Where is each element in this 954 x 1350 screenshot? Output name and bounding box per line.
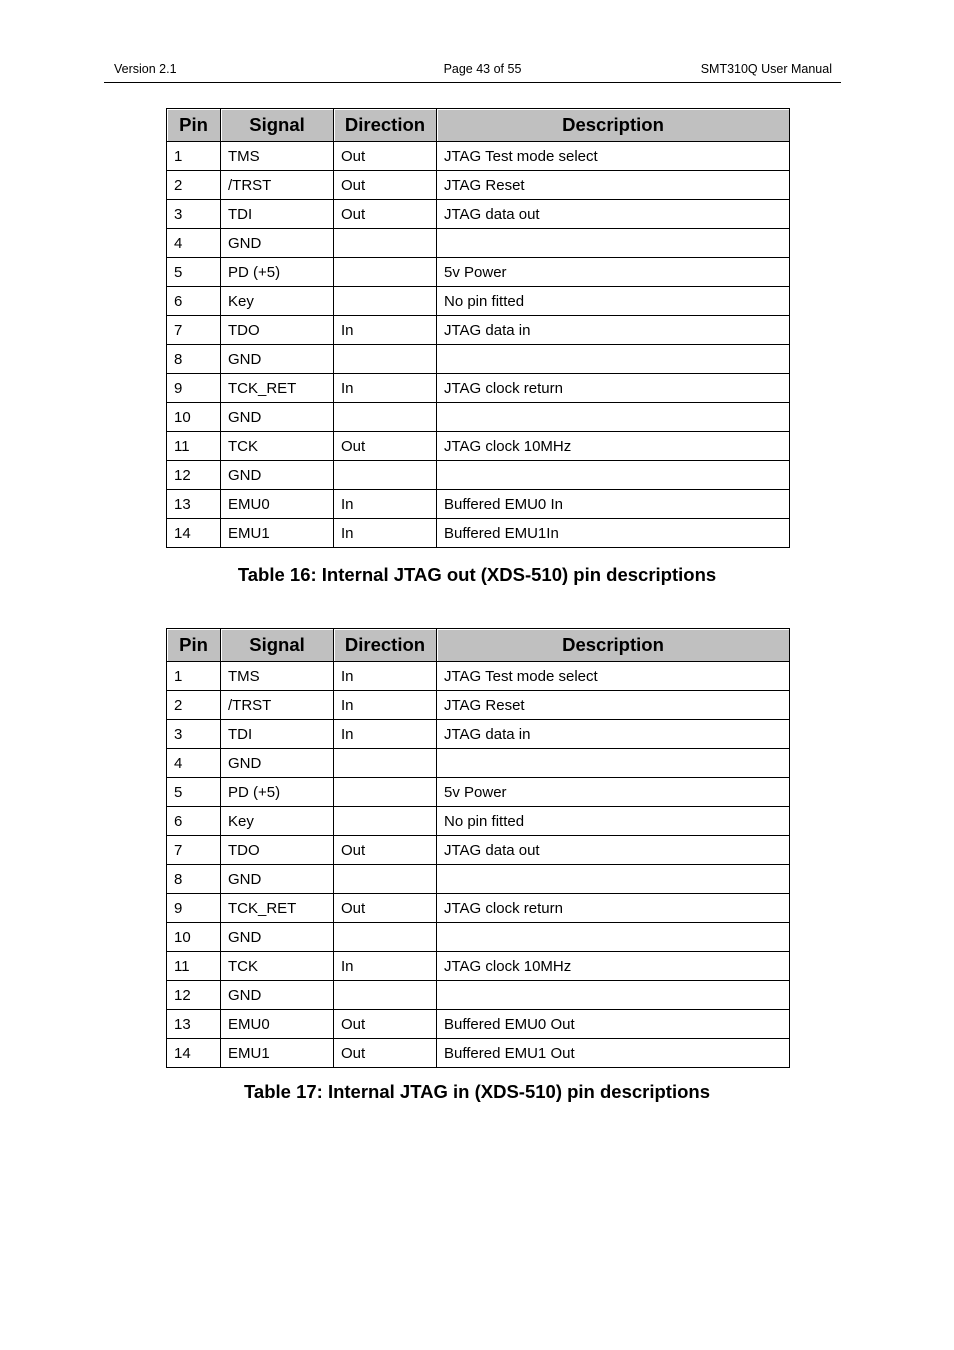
pin-cell: 12 <box>167 461 221 490</box>
table-row <box>167 1039 790 1068</box>
description-cell <box>437 749 790 778</box>
direction-cell: Out <box>334 171 437 200</box>
table-header-row <box>167 629 790 662</box>
pin-cell: 6 <box>167 287 221 316</box>
table-row <box>167 720 790 749</box>
table-row <box>167 519 790 548</box>
signal-cell: TCK <box>221 952 334 981</box>
pin-cell: 5 <box>167 258 221 287</box>
signal-cell: TMS <box>221 142 334 171</box>
direction-cell: In <box>334 691 437 720</box>
signal-cell: TCK_RET <box>221 894 334 923</box>
column-header-description: Description <box>437 109 790 142</box>
signal-cell: EMU1 <box>221 519 334 548</box>
description-cell: JTAG clock return <box>437 374 790 403</box>
signal-cell: GND <box>221 229 334 258</box>
column-header-signal: Signal <box>221 629 334 662</box>
table-caption: Table 16: Internal JTAG out (XDS-510) pin descriptions <box>237 564 717 585</box>
table-row <box>167 894 790 923</box>
direction-cell: In <box>334 490 437 519</box>
table-caption: Table 17: Internal JTAG in (XDS-510) pin descriptions <box>243 1081 710 1102</box>
column-header-direction: Direction <box>334 109 437 142</box>
pin-cell: 2 <box>167 691 221 720</box>
direction-cell: Out <box>334 1010 437 1039</box>
direction-cell <box>334 461 437 490</box>
signal-cell: PD (+5) <box>221 778 334 807</box>
direction-cell: Out <box>334 432 437 461</box>
description-cell <box>437 923 790 952</box>
table-row <box>167 981 790 1010</box>
pin-cell: 11 <box>167 432 221 461</box>
pin-cell: 8 <box>167 865 221 894</box>
description-cell: JTAG data out <box>437 200 790 229</box>
direction-cell: Out <box>334 142 437 171</box>
direction-cell: In <box>334 316 437 345</box>
pin-cell: 9 <box>167 374 221 403</box>
table-row <box>167 171 790 200</box>
signal-cell: Key <box>221 287 334 316</box>
signal-cell: GND <box>221 461 334 490</box>
direction-cell <box>334 345 437 374</box>
pin-cell: 11 <box>167 952 221 981</box>
description-cell: Buffered EMU1 Out <box>437 1039 790 1068</box>
signal-cell: GND <box>221 865 334 894</box>
pin-cell: 10 <box>167 923 221 952</box>
direction-cell: In <box>334 720 437 749</box>
direction-cell <box>334 865 437 894</box>
table-row <box>167 691 790 720</box>
description-cell: JTAG Test mode select <box>437 142 790 171</box>
column-header-description: Description <box>437 629 790 662</box>
table-row <box>167 952 790 981</box>
table-row <box>167 749 790 778</box>
description-cell: 5v Power <box>437 258 790 287</box>
direction-cell <box>334 749 437 778</box>
pin-cell: 13 <box>167 490 221 519</box>
signal-cell: TCK <box>221 432 334 461</box>
table-row <box>167 461 790 490</box>
description-cell: No pin fitted <box>437 287 790 316</box>
column-header-direction: Direction <box>334 629 437 662</box>
pin-cell: 12 <box>167 981 221 1010</box>
signal-cell: Key <box>221 807 334 836</box>
table-row <box>167 490 790 519</box>
direction-cell: Out <box>334 894 437 923</box>
pin-cell: 10 <box>167 403 221 432</box>
direction-cell: In <box>334 519 437 548</box>
direction-cell <box>334 229 437 258</box>
direction-cell <box>334 981 437 1010</box>
document-version: Version 2.1 <box>114 62 177 76</box>
pin-cell: 9 <box>167 894 221 923</box>
pin-cell: 14 <box>167 1039 221 1068</box>
column-header-signal: Signal <box>221 109 334 142</box>
signal-cell: GND <box>221 923 334 952</box>
column-header-pin: Pin <box>167 109 221 142</box>
description-cell: JTAG Reset <box>437 171 790 200</box>
jtag-in-pin-table <box>166 628 790 1068</box>
table-row <box>167 345 790 374</box>
signal-cell: TCK_RET <box>221 374 334 403</box>
table-row <box>167 229 790 258</box>
table-row <box>167 403 790 432</box>
signal-cell: TDO <box>221 316 334 345</box>
pin-cell: 4 <box>167 749 221 778</box>
manual-title: SMT310Q User Manual <box>700 62 832 76</box>
table-row <box>167 432 790 461</box>
table-row <box>167 778 790 807</box>
pin-cell: 1 <box>167 142 221 171</box>
signal-cell: GND <box>221 345 334 374</box>
description-cell: Buffered EMU0 Out <box>437 1010 790 1039</box>
description-cell: JTAG clock return <box>437 894 790 923</box>
pin-cell: 8 <box>167 345 221 374</box>
table-row <box>167 142 790 171</box>
table-row <box>167 923 790 952</box>
pin-cell: 3 <box>167 200 221 229</box>
pin-cell: 5 <box>167 778 221 807</box>
pin-cell: 13 <box>167 1010 221 1039</box>
table-row <box>167 316 790 345</box>
signal-cell: EMU1 <box>221 1039 334 1068</box>
page-header <box>104 60 841 83</box>
description-cell: Buffered EMU0 In <box>437 490 790 519</box>
description-cell <box>437 865 790 894</box>
description-cell: JTAG Reset <box>437 691 790 720</box>
description-cell: JTAG data in <box>437 316 790 345</box>
direction-cell <box>334 287 437 316</box>
direction-cell <box>334 258 437 287</box>
direction-cell <box>334 923 437 952</box>
direction-cell: Out <box>334 1039 437 1068</box>
table-row <box>167 662 790 691</box>
signal-cell: EMU0 <box>221 490 334 519</box>
signal-cell: TDO <box>221 836 334 865</box>
direction-cell: Out <box>334 200 437 229</box>
description-cell: JTAG data in <box>437 720 790 749</box>
description-cell <box>437 229 790 258</box>
signal-cell: PD (+5) <box>221 258 334 287</box>
table-row <box>167 258 790 287</box>
signal-cell: TMS <box>221 662 334 691</box>
pin-cell: 2 <box>167 171 221 200</box>
table-row <box>167 1010 790 1039</box>
table-row <box>167 865 790 894</box>
pin-cell: 1 <box>167 662 221 691</box>
table-header-row <box>167 109 790 142</box>
signal-cell: EMU0 <box>221 1010 334 1039</box>
direction-cell <box>334 403 437 432</box>
signal-cell: GND <box>221 749 334 778</box>
jtag-out-pin-table <box>166 108 790 548</box>
description-cell: JTAG data out <box>437 836 790 865</box>
page-number: Page 43 of 55 <box>443 62 522 76</box>
signal-cell: GND <box>221 403 334 432</box>
pin-cell: 14 <box>167 519 221 548</box>
direction-cell: In <box>334 952 437 981</box>
table-row <box>167 287 790 316</box>
table-row <box>167 807 790 836</box>
pin-cell: 7 <box>167 316 221 345</box>
description-cell: 5v Power <box>437 778 790 807</box>
pin-cell: 7 <box>167 836 221 865</box>
pin-cell: 6 <box>167 807 221 836</box>
description-cell: JTAG clock 10MHz <box>437 952 790 981</box>
table-row <box>167 200 790 229</box>
description-cell <box>437 345 790 374</box>
signal-cell: /TRST <box>221 171 334 200</box>
direction-cell <box>334 807 437 836</box>
description-cell: JTAG clock 10MHz <box>437 432 790 461</box>
signal-cell: /TRST <box>221 691 334 720</box>
pin-cell: 4 <box>167 229 221 258</box>
description-cell <box>437 403 790 432</box>
pin-cell: 3 <box>167 720 221 749</box>
description-cell: Buffered EMU1In <box>437 519 790 548</box>
description-cell: JTAG Test mode select <box>437 662 790 691</box>
direction-cell <box>334 778 437 807</box>
signal-cell: TDI <box>221 720 334 749</box>
description-cell: No pin fitted <box>437 807 790 836</box>
table-row <box>167 836 790 865</box>
signal-cell: GND <box>221 981 334 1010</box>
column-header-pin: Pin <box>167 629 221 662</box>
description-cell <box>437 981 790 1010</box>
description-cell <box>437 461 790 490</box>
direction-cell: Out <box>334 836 437 865</box>
signal-cell: TDI <box>221 200 334 229</box>
direction-cell: In <box>334 374 437 403</box>
table-row <box>167 374 790 403</box>
direction-cell: In <box>334 662 437 691</box>
